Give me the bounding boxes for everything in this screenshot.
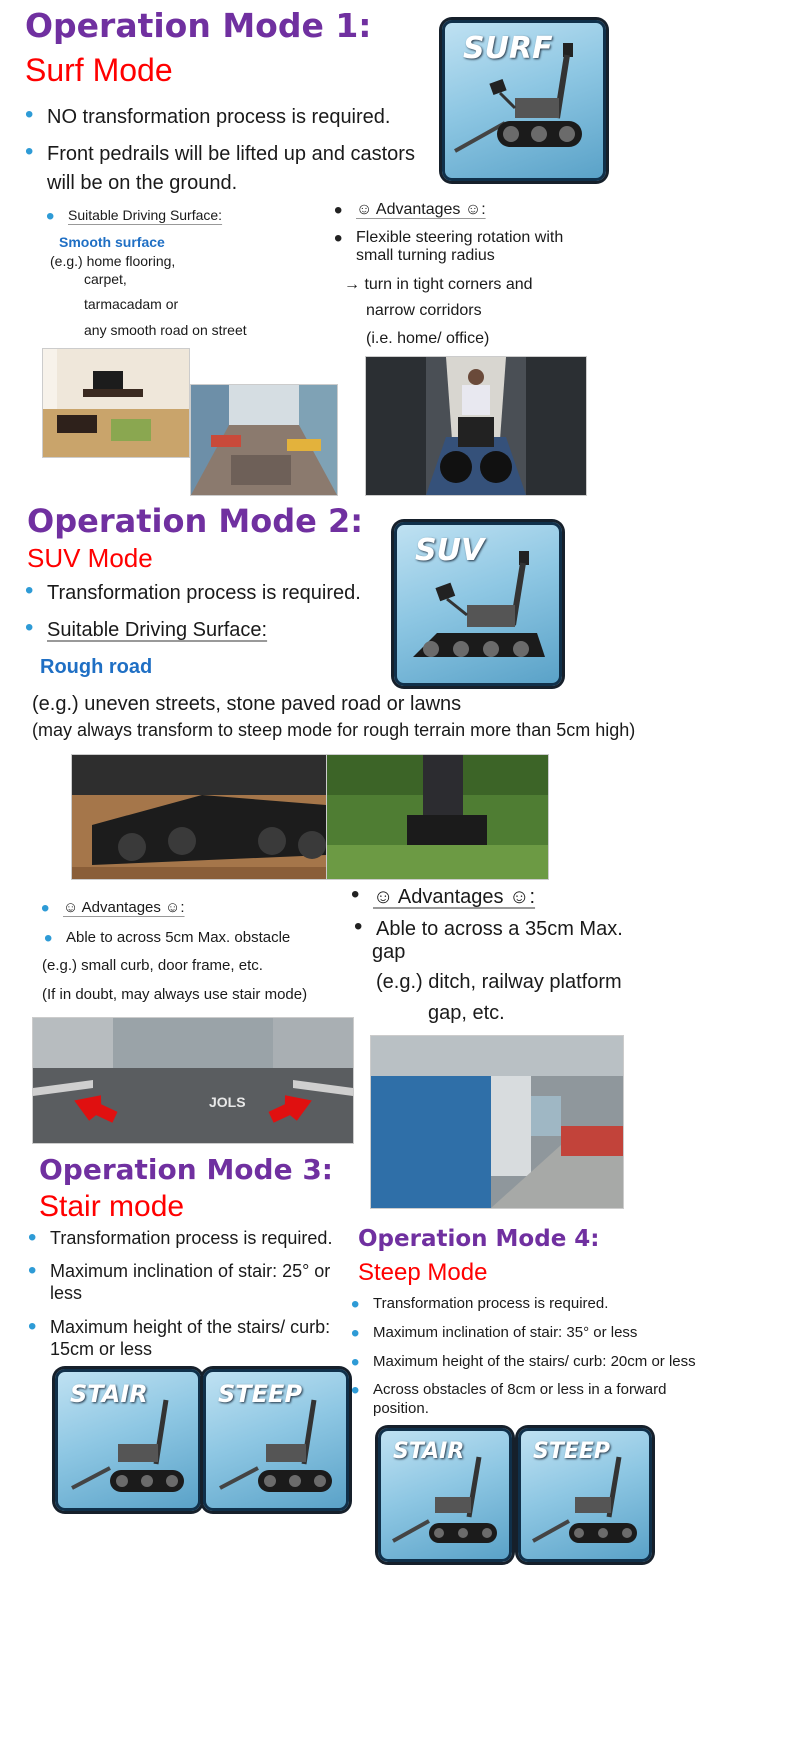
mode3-subheading: Stair mode bbox=[39, 1190, 185, 1223]
mode1-surface-type: Smooth surface bbox=[59, 234, 165, 250]
mode2-adv-right-examples: (e.g.) ditch, railway platform bbox=[376, 971, 622, 993]
mode2-surface-type: Rough road bbox=[40, 656, 153, 678]
suv-wheelchair-icon bbox=[394, 522, 562, 686]
mode4-bullet-obstacles-cont: position. bbox=[373, 1400, 429, 1417]
mode2-adv-right-title: • ☺ Advantages ☺: bbox=[373, 884, 535, 910]
road-marking-text: JOLS bbox=[209, 1094, 246, 1110]
mode3-steep-icon-label: STEEP bbox=[218, 1380, 303, 1408]
mode4-bullet-transform: • Transformation process is required. bbox=[373, 1294, 608, 1314]
mode4-stair-icon bbox=[378, 1428, 512, 1562]
mode3-heading: Operation Mode 3: bbox=[39, 1153, 333, 1186]
mode1-adv-corridors: narrow corridors bbox=[366, 302, 482, 319]
mode3-bullet-inclination-cont: less bbox=[50, 1283, 83, 1303]
curb-street-photo bbox=[32, 1017, 354, 1144]
mode4-stair-icon-label: STAIR bbox=[393, 1439, 465, 1464]
mode3-bullet-height: • Maximum height of the stairs/ curb: bbox=[50, 1316, 330, 1339]
living-room-photo bbox=[42, 348, 190, 458]
mode1-bullet-castors: • Front pedrails will be lifted up and castors bbox=[47, 141, 415, 167]
mode2-adv-left-obstacle: • Able to across 5cm Max. obstacle bbox=[66, 928, 290, 948]
surf-wheelchair-icon bbox=[442, 20, 606, 181]
mode3-bullet-height-cont: 15cm or less bbox=[50, 1339, 153, 1359]
mode1-bullet-castors-cont: will be on the ground. bbox=[47, 172, 238, 194]
surf-icon-label: SURF bbox=[463, 31, 553, 66]
mode2-bullet-transform: • Transformation process is required. bbox=[47, 580, 361, 606]
mode4-bullet-height: • Maximum height of the stairs/ curb: 20cm or less bbox=[373, 1352, 696, 1372]
mode2-subheading: SUV Mode bbox=[27, 543, 153, 573]
mode2-adv-left-note: (If in doubt, may always use stair mode) bbox=[42, 986, 308, 1003]
mode1-example-3: tarmacadam or bbox=[84, 296, 179, 312]
corridor-photo bbox=[365, 356, 587, 496]
market-street-photo bbox=[190, 384, 338, 496]
mode3-bullet-inclination: • Maximum inclination of stair: 25° or bbox=[50, 1260, 330, 1283]
mode1-subheading: Surf Mode bbox=[25, 52, 173, 88]
mode2-adv-right-examples-cont: gap, etc. bbox=[428, 1002, 505, 1024]
mode3-bullet-transform: • Transformation process is required. bbox=[50, 1227, 332, 1250]
suv-icon-label: SUV bbox=[415, 533, 485, 568]
mode1-adv-home-office: (i.e. home/ office) bbox=[366, 330, 490, 347]
mode4-steep-icon bbox=[518, 1428, 652, 1562]
mode2-example-1: (e.g.) uneven streets, stone paved road or lawns bbox=[32, 693, 462, 715]
mode4-bullet-obstacles: • Across obstacles of 8cm or less in a forward bbox=[373, 1380, 666, 1400]
mode2-adv-left-examples: (e.g.) small curb, door frame, etc. bbox=[42, 957, 263, 974]
mode2-adv-right-gap-cont: gap bbox=[372, 941, 406, 963]
mode3-stair-icon-label: STAIR bbox=[70, 1380, 148, 1408]
mode4-subheading: Steep Mode bbox=[358, 1259, 488, 1286]
mode1-heading: Operation Mode 1: bbox=[25, 6, 372, 45]
mode2-heading: Operation Mode 2: bbox=[27, 502, 363, 540]
mode4-heading: Operation Mode 4: bbox=[358, 1226, 600, 1252]
mode2-surface-label: • Suitable Driving Surface: bbox=[47, 617, 267, 643]
mode1-adv-steering: • Flexible steering rotation with bbox=[356, 228, 563, 249]
rough-terrain-photo bbox=[71, 754, 327, 880]
mode4-bullet-inclination: • Maximum inclination of stair: 35° or less bbox=[373, 1323, 637, 1343]
railway-platform-photo bbox=[370, 1035, 624, 1209]
mode1-bullet-no-transform: • NO transformation process is required. bbox=[47, 104, 390, 130]
mode4-steep-icon-label: STEEP bbox=[533, 1439, 611, 1464]
mode1-example-2: carpet, bbox=[84, 271, 127, 287]
mode3-stair-icon bbox=[55, 1369, 201, 1511]
mode1-surface-label: • Suitable Driving Surface: bbox=[68, 206, 222, 224]
mode3-steep-icon bbox=[203, 1369, 349, 1511]
mode1-adv-steering-cont: small turning radius bbox=[356, 247, 495, 264]
mode2-example-2: (may always transform to steep mode for rough terrain more than 5cm high) bbox=[32, 720, 636, 740]
mode1-adv-corners: → turn in tight corners and bbox=[344, 276, 533, 293]
mode1-example-1: (e.g.) home flooring, bbox=[50, 253, 176, 269]
mode1-advantages-title: • ☺ Advantages ☺: bbox=[356, 200, 486, 221]
mode2-adv-right-gap: • Able to across a 35cm Max. bbox=[376, 916, 623, 942]
mode2-adv-left-title: • ☺ Advantages ☺: bbox=[63, 898, 185, 918]
lawn-photo bbox=[326, 754, 549, 880]
mode1-example-4: any smooth road on street bbox=[84, 322, 247, 338]
